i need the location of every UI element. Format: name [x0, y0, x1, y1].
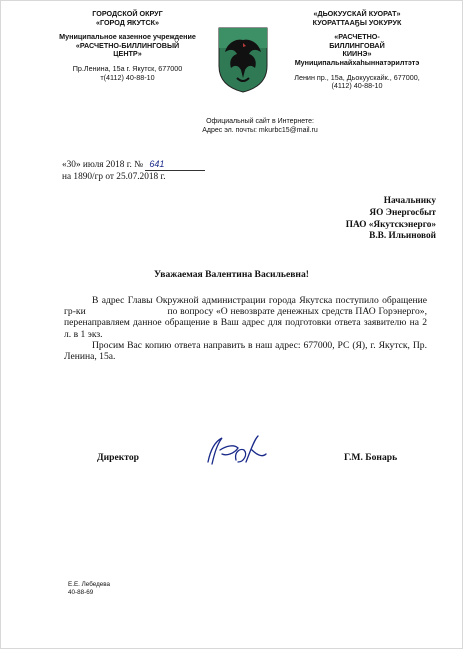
header-right-line6: Муниципальнайхаһыннатэрилтэтэ: [294, 57, 420, 67]
handwritten-signature-icon: [200, 432, 270, 468]
header-right-line2: КУОРАТТААҔЫ УОКУРУК: [312, 17, 402, 27]
header-right-line1: «ДЬОКУУСКАЙ КУОРАТ»: [313, 9, 401, 18]
registration-block: [62, 158, 205, 183]
header-left-line2: «ГОРОД ЯКУТСК»: [95, 17, 160, 27]
header-right-line4: БИЛЛИНГОВАЙ: [329, 40, 385, 50]
body-paragraph-2: Просим Вас копию ответа направить в наш адрес: 677000, РС (Я), г. Якутск, Пр. Ленина, 15а.: [64, 339, 427, 363]
body-paragraph-1: В адрес Главы Окружной администрации города Якутска поступило обращение гр-ки по вопросу «О невозврате денежных средств ПАО Горэнерго», перенаправляем данное обращение в Ваш адрес для подготовки ответа заявителю на 2 л. в 1 экз.: [64, 295, 430, 340]
header-left-line5: ЦЕНТР»: [113, 49, 142, 59]
header-left-line1: ГОРОДСКОЙ ОКРУГ: [92, 9, 163, 18]
header-right-line5: КИИНЭ»: [342, 49, 372, 59]
registration-date: «30» июля 2018 г. №: [62, 160, 144, 170]
addressee-line2: ЯО Энергосбыт: [369, 207, 436, 218]
header-right-address: Ленин пр., 15а, Дьокуускайк., 677000,: [294, 72, 420, 82]
signer-name: Г.М. Бонарь: [344, 452, 398, 463]
header-left-line4: «РАСЧЕТНО-БИЛЛИНГОВЫЙ: [75, 40, 180, 50]
addressee-block: [346, 196, 436, 243]
executor-name: Е.Е. Лебедева: [68, 581, 111, 588]
header-left-phone: т(4112) 40-88-10: [100, 72, 155, 82]
signer-title: Директор: [97, 452, 139, 463]
site-line1: Официальный сайт в Интернете:: [206, 118, 314, 125]
site-email: Адрес эл. почты: mkurbc15@mail.ru: [202, 127, 318, 134]
registration-number: 641: [145, 158, 205, 171]
header-left-address: Пр.Ленина, 15а г. Якутск, 677000: [72, 63, 183, 73]
header-right-phone: (4112) 40-88-10: [331, 81, 383, 91]
header-right-line3: «РАСЧЕТНО-: [334, 32, 380, 42]
addressee-line1: Начальнику: [383, 196, 436, 206]
letter-body: [64, 295, 430, 363]
executor-phone: 40-88-69: [68, 589, 94, 597]
header-right: [272, 10, 442, 91]
salutation: Уважаемая Валентина Васильевна!: [154, 269, 309, 280]
city-emblem-icon: [217, 26, 269, 94]
header-left-line3: Муниципальное казенное учреждение: [59, 32, 196, 42]
header-left: [40, 10, 215, 82]
addressee-line3: ПАО «Якутскэнерго»: [345, 219, 436, 230]
site-contact: [170, 117, 350, 135]
registration-reply-to: на 1890/гр от 25.07.2018 г.: [62, 172, 166, 182]
addressee-line4: В.В. Ильиновой: [369, 231, 436, 242]
executor-block: [68, 581, 110, 597]
